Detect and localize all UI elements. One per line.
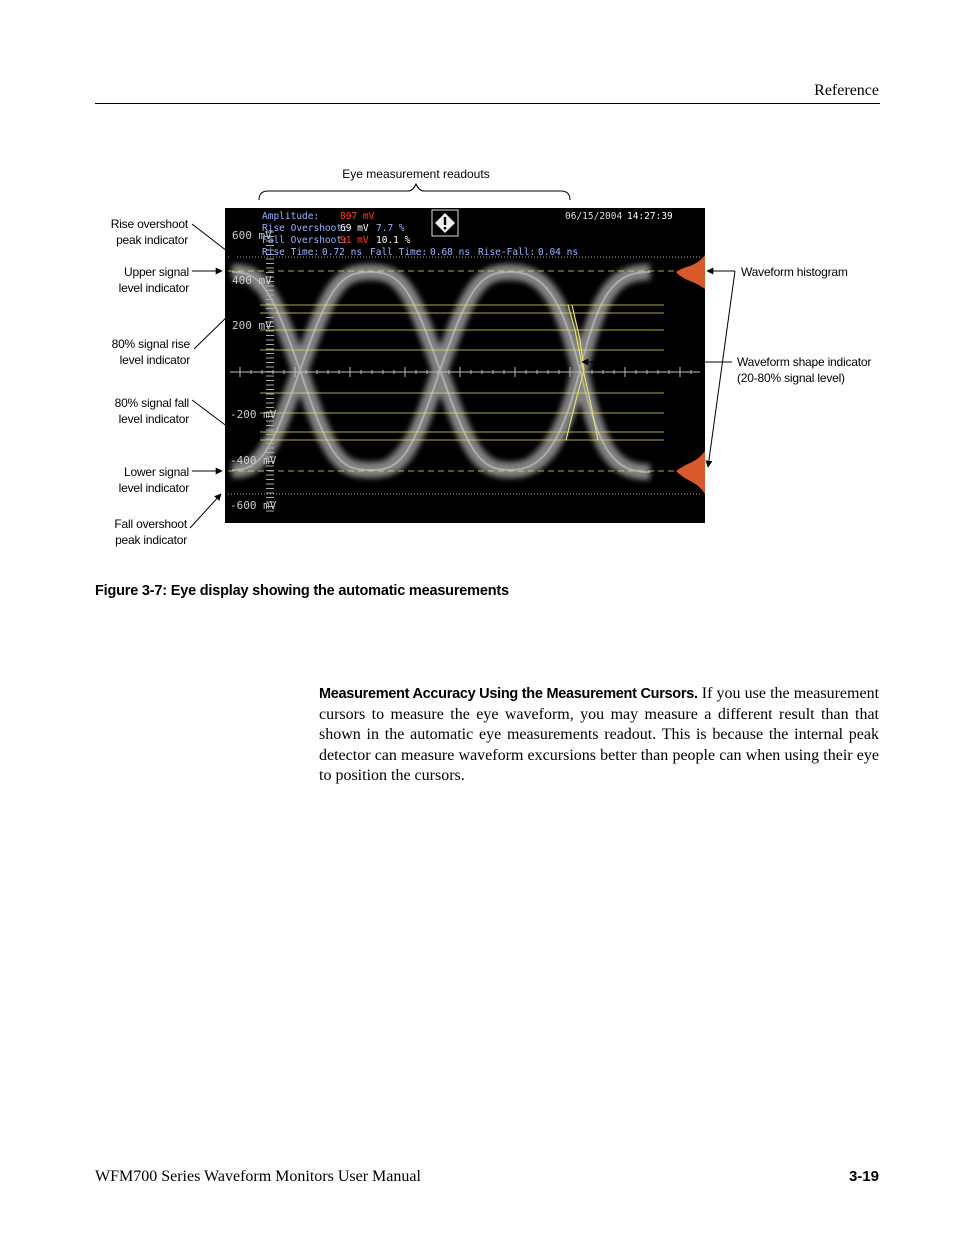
axis-label-200mv: 200 mV [232,319,272,332]
axis-label-neg200mv: -200 mV [230,408,277,421]
callout-upper-signal: Upper signal level indicator [118,265,189,295]
figure-caption: Figure 3-7: Eye display showing the automatic measurements [95,583,509,599]
arrow-histogram-lower [708,271,735,467]
rise-time-label: Rise Time: [262,247,320,258]
fall-overshoot-pct: 10.1 % [376,235,411,246]
axis-label-600mv: 600 mV [232,229,272,242]
footer-manual-title: WFM700 Series Waveform Monitors User Manual [95,1168,421,1185]
axis-label-neg600mv: -600 mV [230,499,277,512]
callout-rise-overshoot: Rise overshoot peak indicator [110,217,188,247]
arrow-fall-overshoot [190,494,221,528]
body-paragraph [319,684,879,787]
callout-lower-signal: Lower signal level indicator [118,465,189,495]
fall-overshoot-label: Fall Overshoot: [262,235,348,246]
section-header: Reference [814,82,879,99]
callout-shape-indicator: Waveform shape indicator (20-80% signal level) [737,355,872,385]
axis-label-400mv: 400 mV [232,274,272,287]
amplitude-label: Amplitude: [262,211,320,222]
rise-fall-label: Rise-Fall: [478,247,536,258]
readout-date: 06/15/2004 [565,211,623,222]
fall-overshoot-value: 91 mV [340,235,369,246]
rise-fall-value: 0.04 ns [538,247,579,258]
callout-fall-80: 80% signal fall level indicator [114,396,189,426]
callout-rise-80: 80% signal rise level indicator [111,337,190,367]
paragraph-text: If you use the measurement cursors to measure the eye waveform, you may measure a different result than that shown in the automatic eye measurements readout. This is because the internal peak detector can measure waveform excursions better than people can when using their eye to position the cursors. [319,685,880,784]
warning-icon [432,210,458,236]
run-in-heading: Measurement Accuracy Using the Measurement Cursors. [319,686,698,702]
callout-fall-overshoot: Fall overshoot peak indicator [114,517,187,547]
axis-label-neg400mv: -400 mV [230,454,277,467]
rise-overshoot-label: Rise Overshoot: [262,223,348,234]
amplitude-value: 897 mV [340,211,375,222]
fall-time-value: 0.68 ns [430,247,471,258]
readouts-brace-label: Eye measurement readouts [342,167,490,181]
footer-page-number: 3-19 [848,1168,879,1185]
rise-overshoot-value: 69 mV [340,223,369,234]
rise-time-value: 0.72 ns [322,247,363,258]
rise-overshoot-pct: 7.7 % [376,223,405,234]
fall-time-label: Fall Time: [370,247,428,258]
readout-time: 14:27:39 [627,211,673,222]
readouts-brace [259,184,570,200]
callout-histogram: Waveform histogram [741,265,848,279]
